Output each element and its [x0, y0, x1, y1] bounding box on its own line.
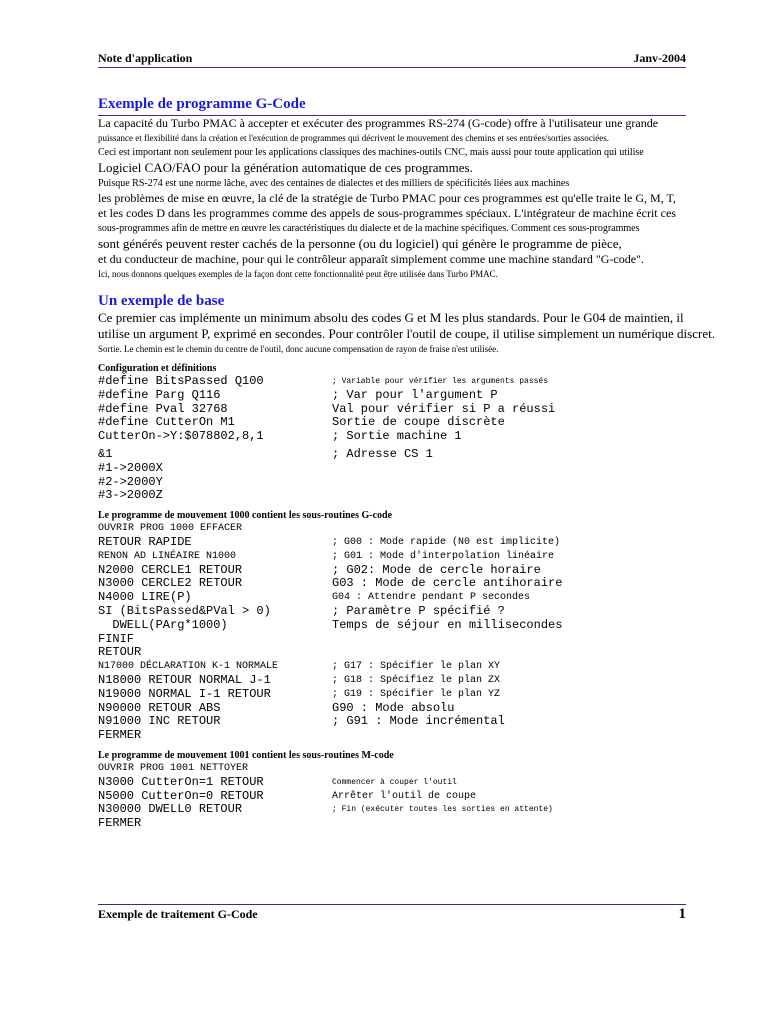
header-right: Janv-2004 — [633, 51, 686, 65]
code-statement: #define BitsPassed Q100 — [98, 374, 264, 388]
code-line — [98, 660, 690, 674]
code-comment: ; Fin (exécuter toutes les sorties en attente) — [332, 805, 553, 815]
code-statement: N2000 CERCLE1 RETOUR — [98, 562, 243, 577]
code-statement: N3000 CutterOn=1 RETOUR — [98, 774, 264, 789]
text-line: Ce premier cas implémente un minimum absolu des codes G et M les plus standards. Pour le G04 de maintien, il — [98, 310, 684, 325]
text-line: Ici, nous donnons quelques exemples de la façon dont cette fonctionnalité peut être utilisée dans Turbo PMAC. — [98, 269, 498, 279]
code-comment: G04 : Attendre pendant P secondes — [332, 592, 531, 604]
text-line: les problèmes de mise en œuvre, la clé de la stratégie de Turbo PMAC pour ces programmes est qu'elle traite le G, M, T, — [98, 191, 676, 205]
header-rule — [98, 67, 686, 68]
section-title-basic: Un exemple de base — [98, 293, 225, 309]
code-comment: G90 : Mode absolu — [332, 700, 455, 715]
code-line — [98, 633, 690, 647]
text-line: utilise un argument P, exprimé en secondes. Pour contrôler l'outil de coupe, il utilise simplement un numérique discret. — [98, 326, 715, 341]
code-statement: N17000 DÉCLARATION K-1 NORMALE — [98, 661, 279, 673]
code-statement: FERMER — [98, 816, 142, 831]
code-comment: ; G01 : Mode d'interpolation linéaire — [332, 550, 555, 562]
code-line — [98, 462, 690, 476]
code-line — [98, 389, 690, 403]
code-statement: RETOUR RAPIDE — [98, 534, 192, 549]
code-statement: RETOUR — [98, 645, 142, 660]
block3-title: Le programme de mouvement 1001 contient les sous-routines M-code — [98, 749, 394, 761]
code-line — [98, 476, 690, 490]
text-line: Puisque RS-274 est une norme lâche, avec des centaines de dialectes et des milliers de spécificités liées aux machines — [98, 178, 570, 189]
text-line: sous-programmes afin de mettre en œuvre les caractéristiques du dialecte et de la machine spécifiques. Comment ces sous-programmes — [98, 223, 640, 234]
code-statement: CutterOn->Y:$078802,8,1 — [98, 429, 264, 444]
text-line: Logiciel CAO/FAO pour la génération automatique de ces programmes. — [98, 160, 473, 175]
code-comment: ; G02: Mode de cercle horaire — [332, 562, 541, 577]
code-line — [98, 536, 690, 550]
code-comment: ; G91 : Mode incrémental — [332, 714, 505, 729]
footer-rule — [98, 904, 686, 905]
code-block-gcode — [98, 522, 690, 743]
code-line — [98, 448, 690, 462]
text-line: et du conducteur de machine, pour qui le contrôleur apparaît simplement comme une machine standard "G-code". — [98, 252, 644, 266]
code-statement: #3->2000Z — [98, 488, 163, 503]
code-line — [98, 646, 690, 660]
text-line: sont générés peuvent rester cachés de la personne (ou du logiciel) qui génère le programme de pièce, — [98, 236, 622, 251]
code-comment: ; G18 : Spécifiez le plan ZX — [332, 674, 501, 686]
code-statement: &1 — [98, 446, 113, 461]
code-statement: #2->2000Y — [98, 474, 163, 489]
code-statement: N3000 CERCLE2 RETOUR — [98, 576, 243, 591]
code-statement: OUVRIR PROG 1000 EFFACER — [98, 523, 243, 535]
section1-text — [98, 116, 690, 281]
code-line — [98, 577, 690, 591]
code-statement: #define CutterOn M1 — [98, 415, 235, 430]
code-comment: ; Paramètre P spécifié ? — [332, 603, 505, 618]
code-line — [98, 817, 690, 831]
code-line — [98, 564, 690, 578]
code-statement: N4000 LIRE(P) — [98, 590, 192, 605]
code-line — [98, 550, 690, 564]
document-body — [98, 96, 715, 831]
code-comment: ; Sortie machine 1 — [332, 429, 462, 444]
code-line — [98, 605, 690, 619]
text-line: et les codes D dans les programmes comme des appels de sous-programmes spéciaux. L'intégrateur de machine écrit ces — [98, 206, 676, 220]
footer-left: Exemple de traitement G-Code — [98, 907, 258, 921]
code-statement: SI (BitsPassed&PVal > 0) — [98, 603, 271, 618]
code-statement: N19000 NORMAL I-1 RETOUR — [98, 686, 271, 701]
code-statement: N18000 RETOUR NORMAL J-1 — [98, 672, 271, 687]
code-comment: Commencer à couper l'outil — [332, 777, 457, 787]
code-statement: N90000 RETOUR ABS — [98, 700, 221, 715]
code-comment: Temps de séjour en millisecondes — [332, 617, 563, 632]
code-block-mcode — [98, 762, 690, 831]
code-statement: N30000 DWELL0 RETOUR — [98, 802, 243, 817]
block1-title: Configuration et définitions — [98, 363, 217, 374]
code-line — [98, 803, 690, 817]
text-line: Ceci est important non seulement pour les applications classiques des machines-outils CNC, mais aussi pour toute application qui utilise — [98, 147, 644, 158]
code-statement: N91000 INC RETOUR — [98, 714, 221, 729]
code-line — [98, 776, 690, 790]
text-line: La capacité du Turbo PMAC à accepter et exécuter des programmes RS-274 (G-code) offre à l'utilisateur une grande — [98, 116, 659, 130]
code-block-config — [98, 375, 690, 503]
code-line — [98, 674, 690, 688]
code-line — [98, 489, 690, 503]
code-comment: ; Adresse CS 1 — [332, 446, 433, 461]
text-line: Sortie. Le chemin est le chemin du centre de l'outil, donc aucune compensation de rayon de fraise n'est utilisée. — [98, 344, 499, 354]
block2-title: Le programme de mouvement 1000 contient les sous-routines G-code — [98, 510, 393, 522]
code-statement: #1->2000X — [98, 460, 163, 475]
text-line: puissance et flexibilité dans la création et l'exécution de programmes qui décrivent le mouvement des chemins et ses entrées/sorties associées. — [98, 133, 609, 143]
code-statement: FERMER — [98, 728, 142, 743]
code-line — [98, 416, 690, 430]
code-comment: G03 : Mode de cercle antihoraire — [332, 576, 563, 591]
code-statement: FINIF — [98, 631, 135, 646]
code-statement: DWELL(PArg*1000) — [98, 617, 228, 632]
code-line — [98, 591, 690, 605]
code-line — [98, 619, 690, 633]
code-line — [98, 790, 690, 804]
code-line — [98, 375, 690, 389]
code-comment: Sortie de coupe discrète — [332, 415, 505, 430]
page-header — [98, 51, 686, 66]
code-comment: ; G00 : Mode rapide (N0 est implicite) — [332, 536, 561, 548]
code-line — [98, 762, 690, 776]
page-footer — [98, 906, 686, 923]
code-statement: OUVRIR PROG 1001 NETTOYER — [98, 762, 249, 774]
code-statement: N5000 CutterOn=0 RETOUR — [98, 788, 264, 803]
header-left: Note d'application — [98, 51, 193, 65]
code-line — [98, 715, 690, 729]
code-statement: RENON AD LINÉAIRE N1000 — [98, 550, 237, 562]
code-comment: ; Var pour l'argument P — [332, 387, 498, 402]
code-line — [98, 729, 690, 743]
code-comment: ; G17 : Spécifier le plan XY — [332, 661, 501, 673]
code-line — [98, 430, 690, 444]
code-comment: ; Variable pour vérifier les arguments passés — [332, 377, 549, 386]
code-comment: Val pour vérifier si P a réussi — [332, 401, 556, 416]
code-statement: #define Parg Q116 — [98, 387, 221, 402]
code-line — [98, 702, 690, 716]
section2-text — [98, 310, 715, 356]
code-line — [98, 403, 690, 417]
page-number: 1 — [678, 906, 686, 922]
section-title-gcode: Exemple de programme G-Code — [98, 96, 306, 112]
code-line — [98, 522, 690, 536]
code-comment: Arrêter l'outil de coupe — [332, 790, 477, 802]
code-statement: #define Pval 32768 — [98, 401, 228, 416]
code-line — [98, 688, 690, 702]
code-comment: ; G19 : Spécifier le plan YZ — [332, 688, 501, 700]
